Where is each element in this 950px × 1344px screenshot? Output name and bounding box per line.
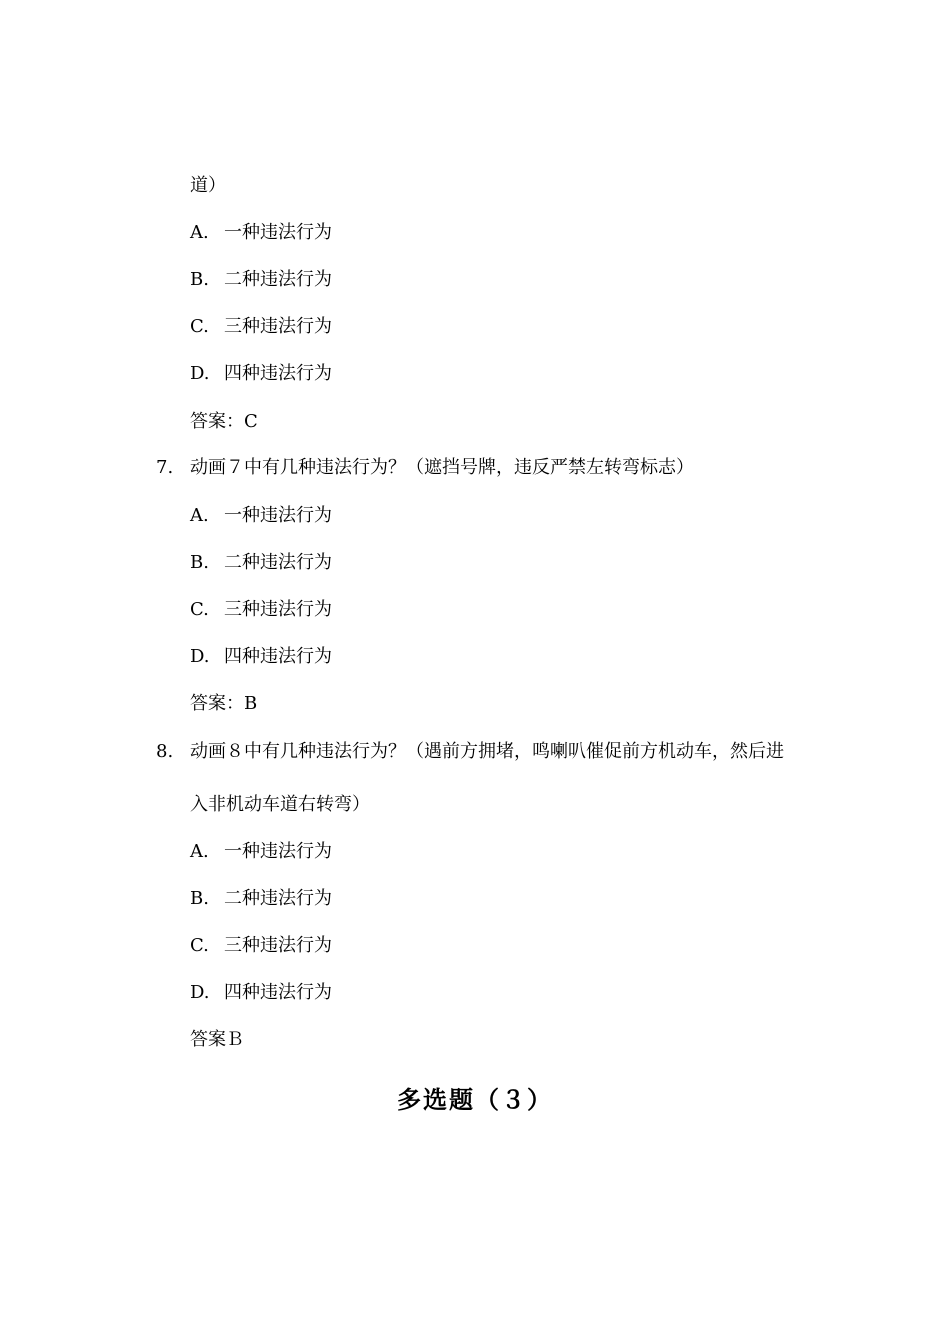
option-b [190, 268, 332, 292]
option-letter: B. [190, 888, 209, 909]
option-a [190, 840, 332, 864]
option-c [190, 934, 332, 958]
question-number: 7. [156, 457, 174, 478]
option-text: 二种违法行为 [224, 552, 332, 573]
option-letter: C. [190, 599, 209, 620]
option-text: 三种违法行为 [224, 599, 332, 620]
answer-line: 答案Ｂ [190, 1029, 244, 1050]
option-letter: B. [190, 269, 209, 290]
option-b [190, 887, 332, 911]
question-text-line1: 动画８中有几种违法行为？（遇前方拥堵，鸣喇叭催促前方机动车，然后进 [190, 741, 784, 762]
option-letter: D. [190, 363, 210, 384]
option-text: 四种违法行为 [224, 363, 332, 384]
option-letter: D. [190, 982, 210, 1003]
question-text-line2: 入非机动车道右转弯） [190, 794, 370, 815]
option-text: 二种违法行为 [224, 269, 332, 290]
option-letter: D. [190, 646, 210, 667]
option-text: 二种违法行为 [224, 888, 332, 909]
option-letter: A. [190, 841, 209, 862]
answer-line: 答案：C [190, 411, 258, 432]
question-text: 动画７中有几种违法行为？（遮挡号牌，违反严禁左转弯标志） [190, 457, 694, 478]
option-a [190, 221, 332, 245]
question-number: 8. [156, 741, 174, 762]
option-text: 三种违法行为 [224, 316, 332, 337]
option-d [190, 645, 332, 669]
option-letter: B. [190, 552, 209, 573]
option-text: 一种违法行为 [224, 222, 332, 243]
option-text: 一种违法行为 [224, 505, 332, 526]
option-a [190, 504, 332, 528]
section-heading: 多选题（３） [397, 1086, 553, 1114]
option-c [190, 315, 332, 339]
option-d [190, 362, 332, 386]
option-text: 四种违法行为 [224, 646, 332, 667]
option-text: 三种违法行为 [224, 935, 332, 956]
option-letter: C. [190, 316, 209, 337]
option-text: 四种违法行为 [224, 982, 332, 1003]
option-letter: A. [190, 505, 209, 526]
option-d [190, 981, 332, 1005]
option-c [190, 598, 332, 622]
option-b [190, 551, 332, 575]
option-letter: C. [190, 935, 209, 956]
question-continuation-text: 道） [190, 175, 226, 196]
answer-line: 答案：B [190, 693, 258, 714]
option-text: 一种违法行为 [224, 841, 332, 862]
option-letter: A. [190, 222, 209, 243]
